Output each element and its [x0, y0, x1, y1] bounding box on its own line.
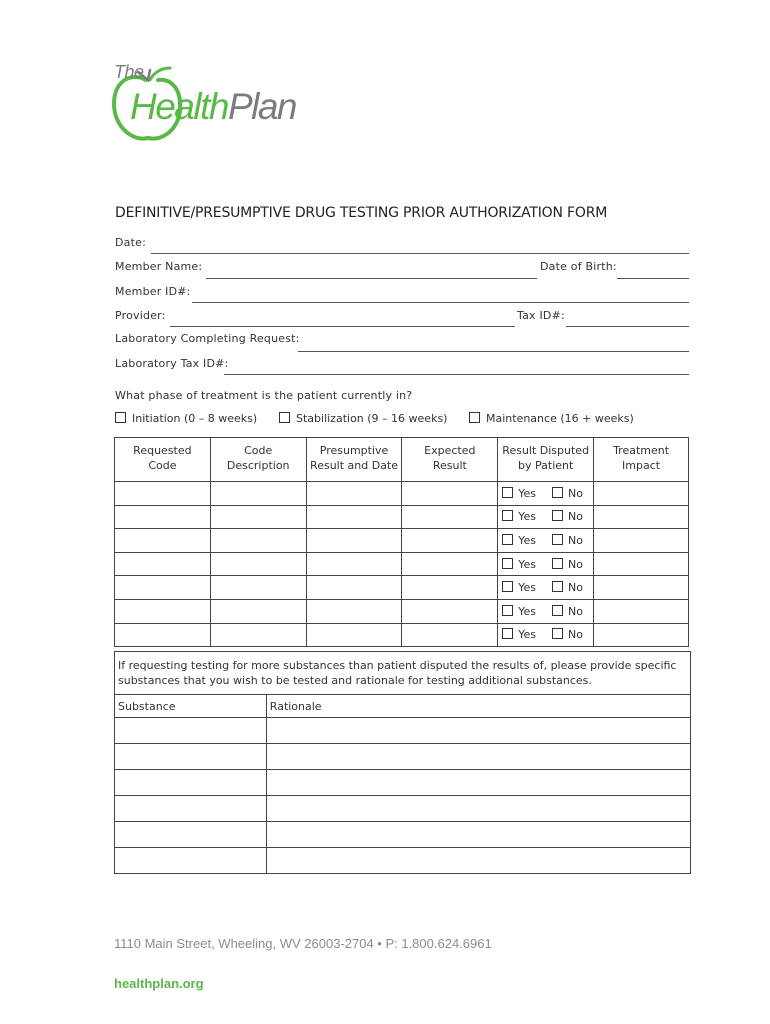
footer-address: 1110 Main Street, Wheeling, WV 26003-2704 • P: 1.800.624.6961 [114, 936, 492, 951]
header-text: Impact [622, 459, 661, 472]
yes-label: Yes [518, 604, 536, 618]
header-requested-code [115, 438, 211, 482]
treatment-impact-cell[interactable] [594, 576, 689, 600]
checkbox-stabilization[interactable] [279, 412, 290, 423]
treatment-impact-cell[interactable] [594, 505, 689, 529]
rationale-cell[interactable] [266, 796, 690, 822]
header-text: Code [148, 459, 177, 472]
phase-option-initiation[interactable] [115, 412, 257, 425]
header-text: Treatment [613, 444, 670, 457]
no-label: No [567, 604, 583, 618]
result-disputed-cell [498, 529, 594, 553]
code-description-cell[interactable] [210, 623, 306, 647]
phase-question: What phase of treatment is the patient currently in? [115, 389, 413, 402]
no-label: No [567, 557, 583, 571]
expected-result-cell[interactable] [402, 482, 498, 506]
header-text: Requested [133, 444, 192, 457]
expected-result-cell[interactable] [402, 576, 498, 600]
code-description-cell[interactable] [210, 599, 306, 623]
substance-cell[interactable] [115, 796, 267, 822]
tax-id-label: Tax ID#: [517, 309, 565, 322]
header-text: Expected [424, 444, 476, 457]
substance-row [115, 848, 691, 874]
expected-result-cell[interactable] [402, 505, 498, 529]
healthplan-logo [108, 60, 308, 142]
substance-row [115, 718, 691, 744]
disputed-yes-checkbox[interactable] [502, 581, 513, 592]
substance-row [115, 770, 691, 796]
result-disputed-cell [498, 482, 594, 506]
disputed-no-checkbox[interactable] [552, 487, 563, 498]
presumptive-result-cell[interactable] [306, 529, 402, 553]
table-row [115, 552, 689, 576]
code-description-cell[interactable] [210, 529, 306, 553]
header-expected-result [402, 438, 498, 482]
requested-code-cell[interactable] [115, 482, 211, 506]
treatment-impact-cell[interactable] [594, 623, 689, 647]
code-description-cell[interactable] [210, 482, 306, 506]
substance-row [115, 796, 691, 822]
footer-website[interactable]: healthplan.org [114, 976, 204, 991]
expected-result-cell[interactable] [402, 529, 498, 553]
disputed-no-checkbox[interactable] [552, 605, 563, 616]
code-description-cell[interactable] [210, 576, 306, 600]
lab-request-field[interactable] [298, 351, 689, 352]
phase-label-maintenance: Maintenance (16 + weeks) [486, 412, 634, 425]
provider-label: Provider: [115, 309, 166, 322]
disputed-yes-checkbox[interactable] [502, 510, 513, 521]
header-rationale: Rationale [266, 695, 690, 718]
disputed-yes-checkbox[interactable] [502, 605, 513, 616]
substance-cell[interactable] [115, 718, 267, 744]
requested-code-cell[interactable] [115, 599, 211, 623]
substance-cell[interactable] [115, 770, 267, 796]
header-treatment-impact [594, 438, 689, 482]
disputed-yes-checkbox[interactable] [502, 534, 513, 545]
substance-cell[interactable] [115, 744, 267, 770]
lab-request-label: Laboratory Completing Request: [115, 332, 300, 345]
phase-label-initiation: Initiation (0 – 8 weeks) [132, 412, 258, 425]
date-field[interactable] [151, 253, 689, 254]
substance-table [114, 651, 691, 874]
substance-note-row [115, 652, 691, 695]
code-description-cell[interactable] [210, 552, 306, 576]
disputed-no-checkbox[interactable] [552, 534, 563, 545]
presumptive-result-cell[interactable] [306, 505, 402, 529]
rationale-cell[interactable] [266, 718, 690, 744]
disputed-no-checkbox[interactable] [552, 628, 563, 639]
table-row [115, 599, 689, 623]
yes-label: Yes [518, 581, 536, 595]
disputed-no-checkbox[interactable] [552, 581, 563, 592]
presumptive-result-cell[interactable] [306, 623, 402, 647]
no-label: No [567, 510, 583, 524]
yes-label: Yes [518, 486, 536, 500]
treatment-impact-cell[interactable] [594, 482, 689, 506]
header-text: Result Disputed [502, 444, 590, 457]
yes-label: Yes [518, 533, 536, 547]
form-title: DEFINITIVE/PRESUMPTIVE DRUG TESTING PRIOR AUTHORIZATION FORM [115, 205, 608, 221]
substance-row [115, 822, 691, 848]
date-label: Date: [115, 236, 146, 249]
yes-label: Yes [518, 510, 536, 524]
presumptive-result-cell[interactable] [306, 576, 402, 600]
expected-result-cell[interactable] [402, 599, 498, 623]
result-disputed-cell [498, 599, 594, 623]
substance-header-row [115, 695, 691, 718]
result-disputed-cell [498, 505, 594, 529]
header-presumptive-result [306, 438, 402, 482]
rationale-cell[interactable] [266, 822, 690, 848]
header-code-description [210, 438, 306, 482]
result-disputed-cell [498, 576, 594, 600]
substance-note: If requesting testing for more substances than patient disputed the results of, please provide specific substances that you wish to be tested and rationale for testing additional substances. [115, 652, 691, 695]
presumptive-result-cell[interactable] [306, 552, 402, 576]
no-label: No [567, 486, 583, 500]
disputed-no-checkbox[interactable] [552, 510, 563, 521]
disputed-yes-checkbox[interactable] [502, 628, 513, 639]
member-name-label: Member Name: [115, 260, 203, 273]
table-row [115, 482, 689, 506]
presumptive-result-cell[interactable] [306, 482, 402, 506]
disputed-yes-checkbox[interactable] [502, 487, 513, 498]
presumptive-result-cell[interactable] [306, 599, 402, 623]
requested-code-cell[interactable] [115, 623, 211, 647]
code-description-cell[interactable] [210, 505, 306, 529]
disputed-yes-checkbox[interactable] [502, 558, 513, 569]
requested-code-cell[interactable] [115, 552, 211, 576]
header-text: Result [432, 459, 467, 472]
member-name-field[interactable] [206, 278, 537, 279]
treatment-impact-cell[interactable] [594, 529, 689, 553]
header-text: Description [226, 459, 290, 472]
treatment-impact-cell[interactable] [594, 552, 689, 576]
expected-result-cell[interactable] [402, 552, 498, 576]
header-text: Presumptive [319, 444, 389, 457]
yes-label: Yes [518, 628, 536, 642]
result-disputed-cell [498, 552, 594, 576]
logo-health-text: Health [130, 86, 228, 127]
logo-the: The [114, 62, 144, 82]
lab-tax-id-label: Laboratory Tax ID#: [115, 357, 229, 370]
table-row [115, 576, 689, 600]
result-disputed-cell [498, 623, 594, 647]
date-of-birth-label: Date of Birth: [540, 260, 617, 273]
table-header-row [115, 438, 689, 482]
requested-code-cell[interactable] [115, 576, 211, 600]
date-of-birth-field[interactable] [617, 278, 689, 279]
rationale-cell[interactable] [266, 770, 690, 796]
checkbox-initiation[interactable] [115, 412, 126, 423]
header-result-disputed [498, 438, 594, 482]
drug-test-table [114, 437, 689, 647]
no-label: No [567, 533, 583, 547]
tax-id-field[interactable] [566, 326, 689, 327]
no-label: No [567, 628, 583, 642]
member-id-field[interactable] [192, 302, 689, 303]
requested-code-cell[interactable] [115, 529, 211, 553]
header-substance: Substance [115, 695, 267, 718]
logo-wordmark [130, 86, 296, 128]
no-label: No [567, 581, 583, 595]
member-id-label: Member ID#: [115, 285, 191, 298]
requested-code-cell[interactable] [115, 505, 211, 529]
header-text: Code [244, 444, 273, 457]
logo-plan-text: Plan [227, 86, 297, 127]
expected-result-cell[interactable] [402, 623, 498, 647]
phase-option-stabilization[interactable] [279, 412, 447, 425]
phase-option-maintenance[interactable] [469, 412, 634, 425]
substance-cell[interactable] [115, 848, 267, 874]
phase-label-stabilization: Stabilization (9 – 16 weeks) [296, 412, 448, 425]
substance-cell[interactable] [115, 822, 267, 848]
checkbox-maintenance[interactable] [469, 412, 480, 423]
treatment-impact-cell[interactable] [594, 599, 689, 623]
table-row [115, 505, 689, 529]
lab-tax-id-field[interactable] [224, 374, 689, 375]
header-text: by Patient [518, 459, 574, 472]
table-row [115, 529, 689, 553]
table-row [115, 623, 689, 647]
rationale-cell[interactable] [266, 744, 690, 770]
yes-label: Yes [518, 557, 536, 571]
rationale-cell[interactable] [266, 848, 690, 874]
header-text: Result and Date [310, 459, 399, 472]
provider-field[interactable] [170, 326, 515, 327]
substance-row [115, 744, 691, 770]
disputed-no-checkbox[interactable] [552, 558, 563, 569]
